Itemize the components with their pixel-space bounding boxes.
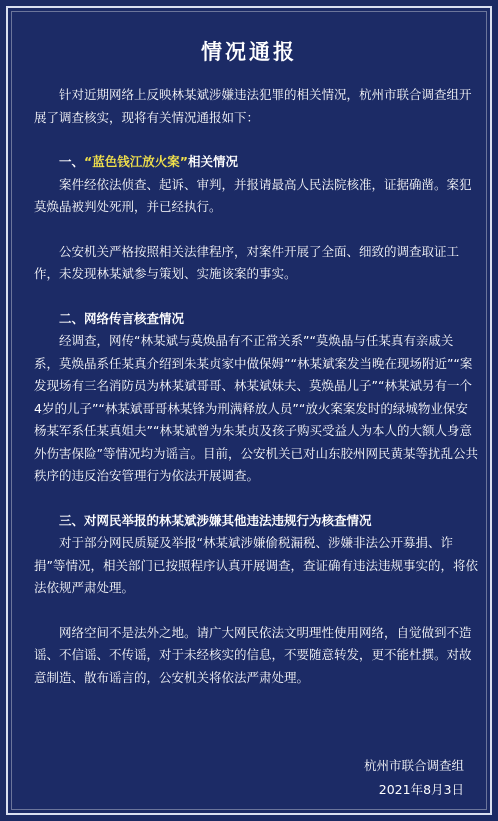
intro-paragraph: 针对近期网络上反映林某斌涉嫌违法犯罪的相关情况，杭州市联合调查组开展了调查核实，现将有关情况通报如下： [34,87,472,125]
section3-heading: 三、对网民举报的林某斌涉嫌其他违法违规行为核查情况 [59,512,372,528]
signature-date: 2021年8月3日 [378,782,464,797]
section1-heading-prefix: 一、 [59,154,85,169]
spacer [34,600,478,622]
section1-heading-suffix: 相关情况 [187,154,238,169]
signature-block [364,754,464,802]
spacer [34,219,478,241]
section3-paragraph-1: 对于部分网民质疑及举报“林某斌涉嫌偷税漏税、涉嫌非法公开募捐、诈捐”等情况，相关部门已按照程序认真开展调查，查证确有违法违规事实的，将依法依规严肃处理。 [34,535,478,595]
section2-heading: 二、网络传言核查情况 [59,310,185,326]
signature-org: 杭州市联合调查组 [363,758,464,773]
section2-paragraph-1: 经调查，网传“林某斌与莫焕晶有不正常关系”“莫焕晶与任某真有亲戚关系，莫焕晶系任某真介绍到朱某贞家中做保姆”“林某斌案发当晚在现场附近”“案发现场有三名消防员为林某斌哥哥、林某斌妹夫、莫焕晶儿子”“林某斌另有一个4岁的儿子”“林某斌哥哥林某锋为刑满释放人员”“放火案案发时的绿城物业保安杨某军系任某真姐夫”“林某斌曾为朱某贞及孩子购买受益人为本人的大额人身意外伤害保险”等情况均为谣言。目前，公安机关已对山东胶州网民黄某等扰乱公共秩序的违反治安管理行为依法开展调查。 [34,333,478,483]
spacer [34,129,478,151]
section1-paragraph-1: 案件经依法侦查、起诉、审判，并报请最高人民法院核准，证据确凿。案犯莫焕晶被判处死刑，并已经执行。 [34,176,472,214]
section1-paragraph-2: 公安机关严格按照相关法律程序，对案件开展了全面、细致的调查取证工作，未发现林某斌参与策划、实施该案的事实。 [34,243,460,281]
spacer [34,488,478,510]
spacer [34,286,478,308]
notice-body [34,84,478,689]
section1-heading [34,151,478,174]
section1-heading-highlight: “蓝色钱江放火案” [84,154,188,169]
notice-frame [6,6,492,815]
closing-paragraph: 网络空间不是法外之地。请广大网民依法文明理性使用网络，自觉做到不造谣、不信谣、不传谣，对于未经核实的信息，不要随意转发，更不能杜撰。对故意制造、散布谣言的，公安机关将依法严肃处理。 [34,624,472,685]
notice-title: 情况通报 [201,40,297,64]
